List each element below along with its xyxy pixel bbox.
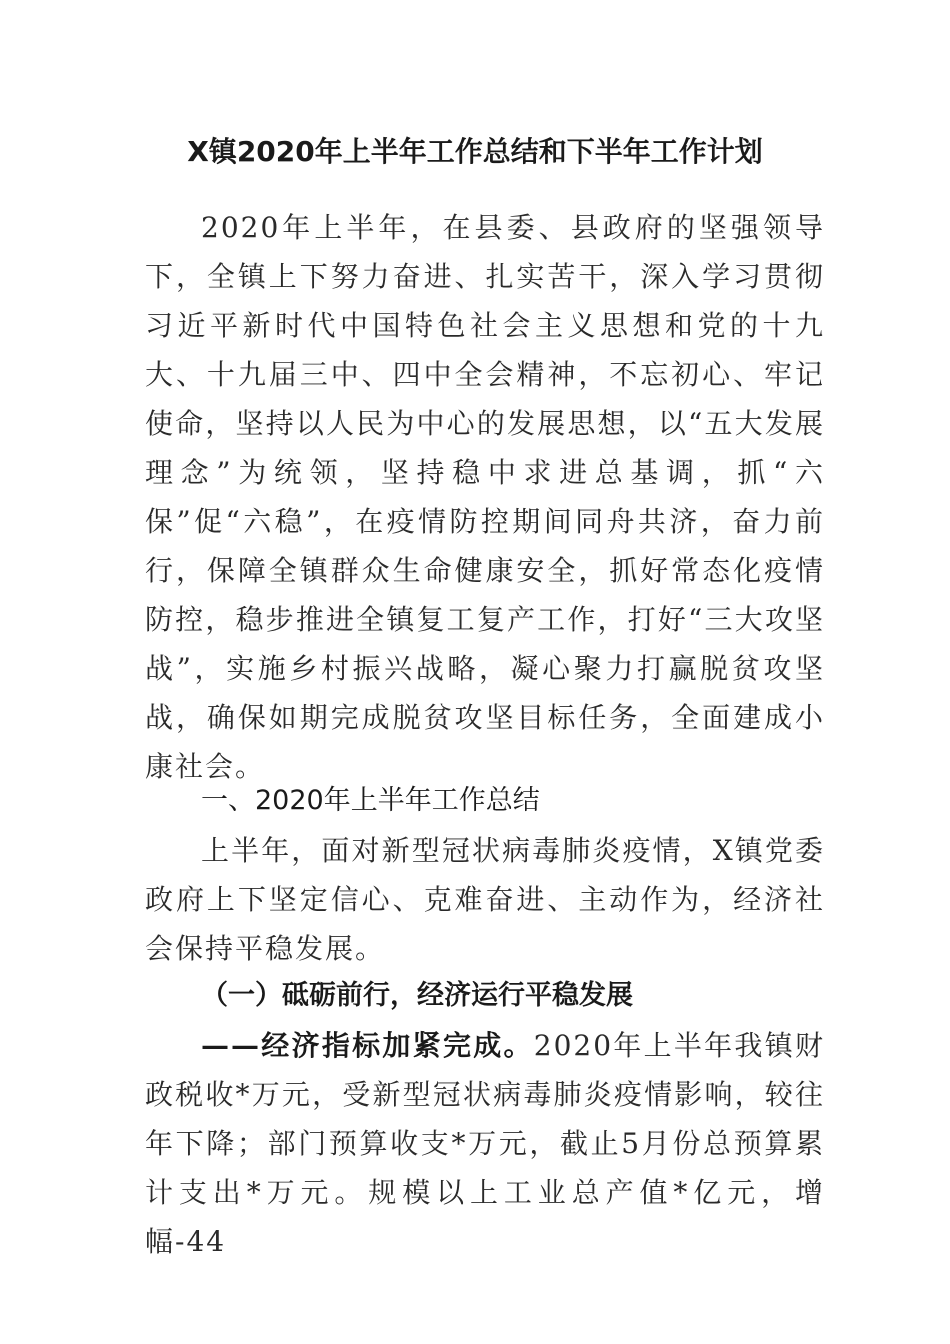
subsection-text: 2020年上半年我镇财政税收*万元，受新型冠状病毒肺炎疫情影响，较往年下降；部门预算收支*万元，截止5月份总预算累计支出*万元。规模以上工业总产值*亿元，增幅-44: [145, 1029, 825, 1258]
subsection-lead: ——经济指标加紧完成。: [201, 1029, 534, 1062]
section-heading: 一、2020年上半年工作总结: [201, 785, 540, 816]
section-paragraph: 上半年，面对新型冠状病毒肺炎疫情，X镇党委政府上下坚定信心、克难奋进、主动作为，经济社会保持平稳发展。: [145, 834, 825, 965]
document-title: X镇2020年上半年工作总结和下半年工作计划: [187, 135, 763, 168]
intro-paragraph: 2020年上半年，在县委、县政府的坚强领导下，全镇上下努力奋进、扎实苦干，深入学习贯彻习近平新时代中国特色社会主义思想和党的十九大、十九届三中、四中全会精神，不忘初心、牢记使命，坚持以人民为中心的发展思想，以“五大发展理念”为统领，坚持稳中求进总基调，抓“六保”促“六稳”，在疫情防控期间同舟共济，奋力前行，保障全镇群众生命健康安全，抓好常态化疫情防控，稳步推进全镇复工复产工作，打好“三大攻坚战”，实施乡村振兴战略，凝心聚力打赢脱贫攻坚战，确保如期完成脱贫攻坚目标任务，全面建成小康社会。: [145, 211, 825, 783]
subsection-paragraph: [145, 1021, 825, 1266]
subsection-heading: （一）砥砺前行，经济运行平稳发展: [201, 980, 633, 1011]
